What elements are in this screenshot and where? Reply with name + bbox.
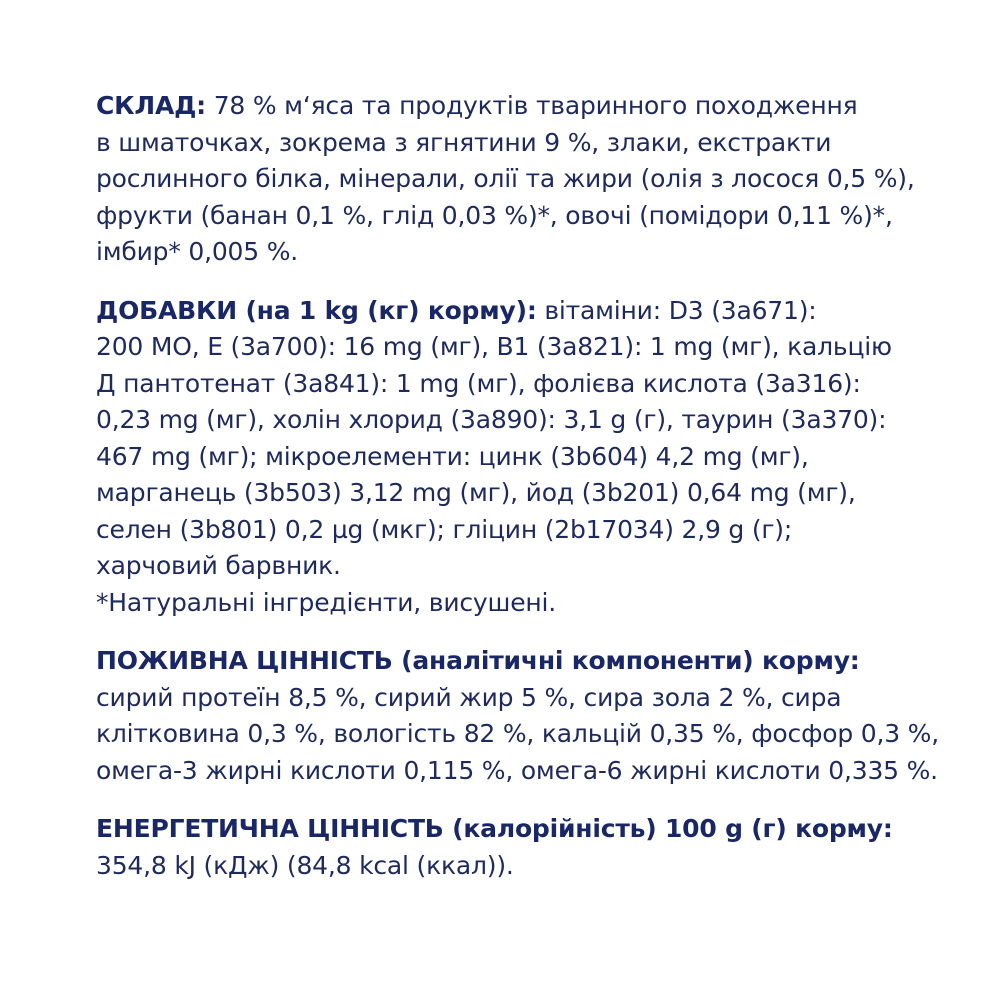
additives-line-5: 467 mg (мг); мікроелементи: цинк (3b604) 4,2 mg (мг),: [96, 441, 809, 471]
natural-ingredients-note: *Натуральні інгредієнти, висушені.: [96, 587, 557, 617]
composition-line-2: в шматочках, зокрема з ягнятини 9 %, злаки, екстракти: [96, 127, 832, 157]
nutrition-line-1: сирий протеїн 8,5 %, сирий жир 5 %, сира зола 2 %, сира: [96, 682, 842, 712]
additives-line-6: марганець (3b503) 3,12 mg (мг), йод (3b201) 0,64 mg (мг),: [96, 478, 856, 507]
nutrition-section: [96, 643, 976, 789]
additives-line-1: [96, 293, 976, 330]
additives-line-7: селен (3b801) 0,2 µg (мкг); гліцин (2b17034) 2,9 g (г);: [96, 514, 793, 544]
energy-section: [96, 811, 976, 884]
energy-line-1: 354,8 kJ (кДж) (84,8 kcal (ккал)).: [96, 850, 514, 880]
composition-line-1: [96, 88, 976, 125]
additives-line-2: 200 МО, E (3a700): 16 mg (мг), B1 (3a821): 1 mg (мг), кальцію: [96, 332, 892, 361]
nutrition-line-3: омега-3 жирні кислоти 0,115 %, омега-6 жирні кислоти 0,335 %.: [96, 755, 938, 785]
additives-section: [96, 293, 976, 622]
additives-line-3: Д пантотенат (3a841): 1 mg (мг), фолієва кислота (3a316):: [96, 368, 861, 398]
composition-heading: СКЛАД:: [96, 91, 206, 120]
additives-heading: ДОБАВКИ (на 1 kg (кг) корму):: [96, 295, 537, 325]
composition-section: [96, 88, 976, 271]
energy-heading: ЕНЕРГЕТИЧНА ЦІННІСТЬ (калорійність) 100 g (г) корму:: [96, 814, 893, 843]
additives-line-8: харчовий барвник.: [96, 551, 341, 580]
composition-text: 78 % м‘яса та продуктів тваринного походження: [205, 91, 858, 120]
additives-text: вітаміни: D3 (3a671):: [536, 295, 817, 325]
product-label-text: [96, 88, 976, 884]
additives-line-4: 0,23 mg (мг), холін хлорид (3a890): 3,1 g (г), таурин (3a370):: [96, 405, 887, 434]
composition-line-4: фрукти (банан 0,1 %, глід 0,03 %)*, овочі (помідори 0,11 %)*,: [96, 200, 893, 230]
composition-line-5: імбир* 0,005 %.: [96, 237, 299, 266]
composition-line-3: рослинного білка, мінерали, олії та жири (олія з лосося 0,5 %),: [96, 164, 915, 193]
nutrition-line-2: клітковина 0,3 %, вологість 82 %, кальцій 0,35 %, фосфор 0,3 %,: [96, 719, 939, 748]
nutrition-heading: ПОЖИВНА ЦІННІСТЬ (аналітичні компоненти) корму:: [96, 646, 860, 675]
